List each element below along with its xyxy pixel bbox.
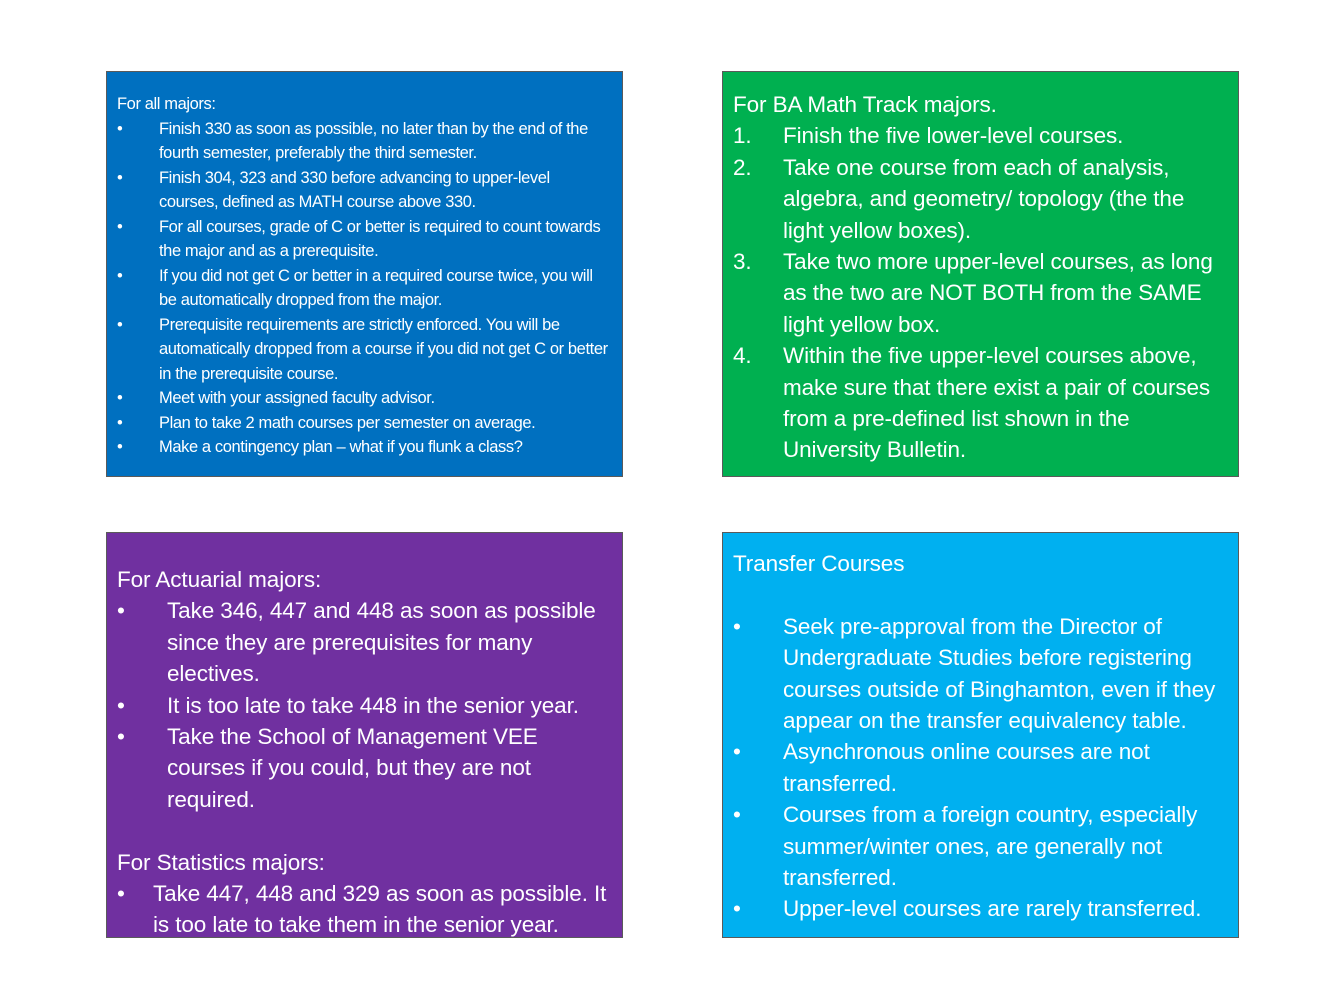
section-spacer	[117, 815, 612, 846]
all-majors-heading: For all majors:	[117, 95, 216, 113]
list-item-text: Within the five upper-level courses above, make sure that there exist a pair of courses from a pre-defined list shown in the University Bulletin.	[783, 343, 1211, 463]
list-item-text: Take two more upper-level courses, as long as the two are NOT BOTH from the SAME light yellow box.	[783, 249, 1213, 337]
list-item	[733, 736, 1228, 799]
number-marker: 2.	[733, 154, 752, 180]
bullet-marker: •	[117, 217, 123, 236]
transfer-courses-box	[722, 532, 1239, 938]
list-item	[117, 117, 612, 166]
list-item	[733, 611, 1228, 737]
list-item-text: Take one course from each of analysis, algebra, and geometry/ topology (the the light yellow boxes).	[783, 154, 1185, 243]
bullet-marker: •	[733, 896, 741, 922]
section-spacer	[733, 579, 1228, 610]
number-marker: 1.	[733, 123, 752, 149]
bullet-marker: •	[117, 315, 123, 334]
list-item	[117, 435, 612, 460]
list-item-text: Meet with your assigned faculty advisor.	[159, 389, 435, 407]
list-item	[733, 893, 1228, 924]
list-item-text: Seek pre-approval from the Director of Undergraduate Studies before registering courses outside of Binghamton, even if they appear on the transfer equivalency table.	[783, 613, 1216, 734]
list-item-text: Take 447, 448 and 329 as soon as possible. It is too late to take them in the senior year.	[153, 881, 607, 938]
list-item-text: If you did not get C or better in a required course twice, you will be automatically dropped from the major.	[159, 266, 593, 309]
bullet-marker: •	[733, 802, 741, 828]
list-item	[117, 313, 612, 387]
ba-math-heading: For BA Math Track majors.	[733, 92, 997, 117]
list-item	[117, 215, 612, 264]
list-item	[117, 721, 612, 815]
ba-math-box	[722, 71, 1239, 477]
bullet-marker: •	[117, 881, 125, 907]
list-item	[117, 264, 612, 313]
number-marker: 4.	[733, 343, 752, 369]
bullet-marker: •	[117, 438, 123, 456]
transfer-list	[733, 611, 1228, 925]
list-item	[117, 386, 612, 411]
list-item-text: Finish 330 as soon as possible, no later than by the end of the fourth semester, preferably the third semester.	[159, 119, 588, 162]
bullet-marker: •	[117, 692, 125, 718]
list-item-text: Prerequisite requirements are strictly enforced. You will be automatically dropped from a course if you did not get C or better in the prerequisite course.	[159, 315, 608, 383]
list-item	[117, 166, 612, 215]
list-item	[117, 411, 612, 436]
list-item	[733, 799, 1228, 893]
bullet-marker: •	[117, 168, 123, 187]
bullet-marker: •	[733, 739, 741, 765]
list-item-text: Take the School of Management VEE courses if you could, but they are not required.	[167, 724, 538, 812]
list-item	[733, 340, 1228, 466]
all-majors-box	[106, 71, 623, 477]
bullet-marker: •	[117, 119, 123, 138]
list-item-text: Upper-level courses are rarely transferred.	[783, 896, 1202, 922]
list-item-text: Finish the five lower-level courses.	[783, 123, 1124, 149]
list-item-text: Plan to take 2 math courses per semester on average.	[159, 413, 536, 432]
list-item-text: Take 346, 447 and 448 as soon as possible since they are prerequisites for many electives.	[167, 598, 596, 687]
statistics-list	[117, 878, 612, 938]
actuarial-statistics-box	[106, 532, 623, 938]
bullet-marker: •	[117, 413, 123, 432]
bullet-marker: •	[117, 266, 123, 285]
transfer-heading: Transfer Courses	[733, 551, 905, 576]
list-item	[733, 246, 1228, 340]
actuarial-heading: For Actuarial majors:	[117, 567, 322, 592]
list-item	[117, 690, 612, 721]
bullet-marker: •	[733, 613, 741, 639]
list-item-text: Asynchronous online courses are not transferred.	[783, 739, 1150, 796]
statistics-heading: For Statistics majors:	[117, 849, 325, 875]
all-majors-list	[117, 117, 612, 460]
actuarial-list	[117, 595, 612, 815]
list-item	[733, 152, 1228, 246]
bullet-marker: •	[117, 598, 125, 624]
ba-math-list	[733, 120, 1228, 465]
list-item	[733, 120, 1228, 151]
bullet-marker: •	[117, 389, 123, 407]
list-item	[117, 878, 612, 938]
list-item-text: Make a contingency plan – what if you flunk a class?	[159, 438, 523, 456]
list-item-text: Courses from a foreign country, especially summer/winter ones, are generally not transferred.	[783, 802, 1198, 891]
number-marker: 3.	[733, 249, 752, 275]
list-item	[117, 595, 612, 689]
list-item-text: For all courses, grade of C or better is required to count towards the major and as a prerequisite.	[159, 217, 601, 260]
bullet-marker: •	[117, 724, 125, 750]
list-item-text: It is too late to take 448 in the senior year.	[167, 692, 579, 718]
list-item-text: Finish 304, 323 and 330 before advancing to upper-level courses, defined as MATH course above 330.	[159, 168, 550, 211]
